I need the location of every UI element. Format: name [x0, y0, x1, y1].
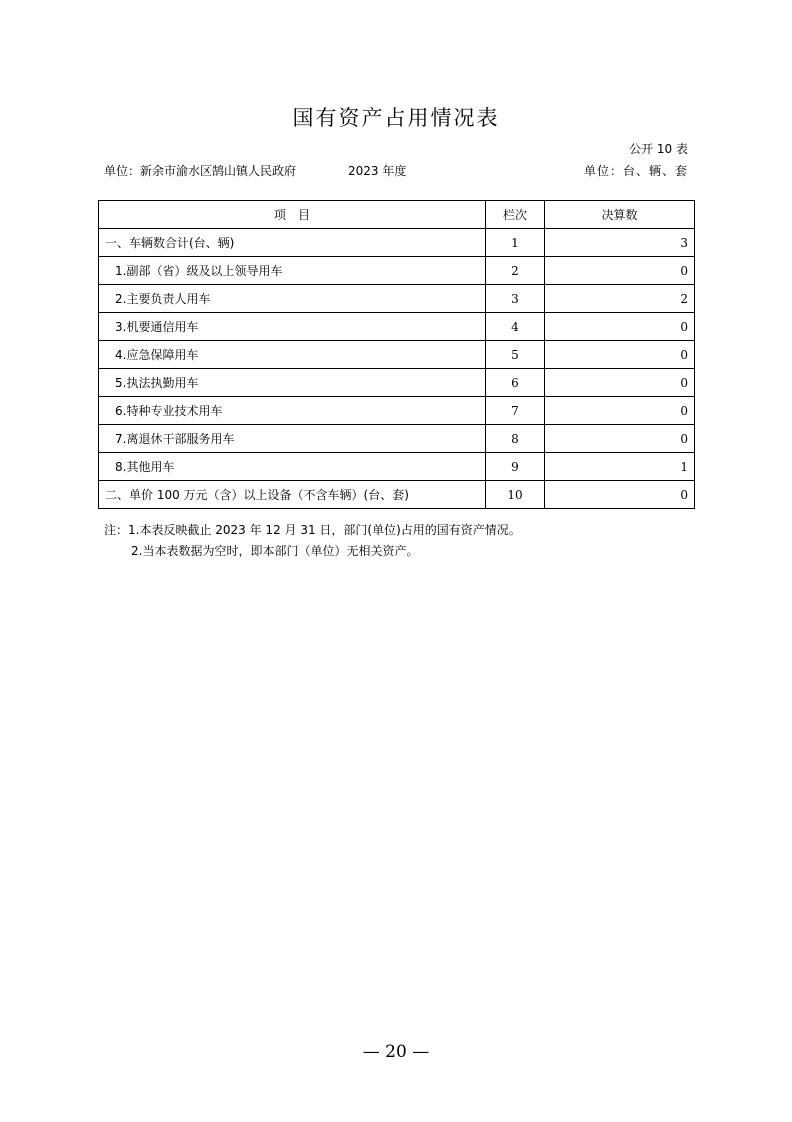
table-row — [99, 229, 695, 257]
row-line-no: 3 — [486, 285, 545, 313]
row-value: 0 — [545, 425, 695, 453]
row-item: 1.副部（省）级及以上领导用车 — [99, 257, 486, 285]
row-line-no: 5 — [486, 341, 545, 369]
fiscal-year: 2023 年度 — [348, 164, 407, 178]
row-line-no: 4 — [486, 313, 545, 341]
unit-organization: 单位：新余市渝水区鹄山镇人民政府 — [104, 164, 297, 178]
row-value: 3 — [545, 229, 695, 257]
asset-table — [98, 200, 695, 509]
row-item: 8.其他用车 — [99, 453, 486, 481]
note-2: 2.当本表数据为空时，即本部门（单位）无相关资产。 — [131, 544, 419, 558]
table-row — [99, 481, 695, 509]
table-row — [99, 369, 695, 397]
page-title: 国有资产占用情况表 — [292, 106, 500, 130]
row-item: 2.主要负责人用车 — [99, 285, 486, 313]
row-line-no: 9 — [486, 453, 545, 481]
note-1: 注：1.本表反映截止 2023 年 12 月 31 日，部门(单位)占用的国有资产情况。 — [104, 523, 521, 537]
row-line-no: 7 — [486, 397, 545, 425]
row-item: 4.应急保障用车 — [99, 341, 486, 369]
header-final-value: 决算数 — [545, 201, 695, 229]
row-value: 2 — [545, 285, 695, 313]
row-item: 6.特种专业技术用车 — [99, 397, 486, 425]
table-row — [99, 397, 695, 425]
header-line-no: 栏次 — [486, 201, 545, 229]
row-line-no: 1 — [486, 229, 545, 257]
row-line-no: 2 — [486, 257, 545, 285]
header-item: 项 目 — [99, 201, 486, 229]
row-line-no: 6 — [486, 369, 545, 397]
form-number: 公开 10 表 — [629, 142, 688, 156]
table-header-row — [99, 201, 695, 229]
table-row — [99, 425, 695, 453]
row-value: 0 — [545, 397, 695, 425]
table-row — [99, 285, 695, 313]
table-row — [99, 313, 695, 341]
table-notes — [104, 520, 521, 562]
row-value: 0 — [545, 313, 695, 341]
table-row — [99, 341, 695, 369]
row-value: 0 — [545, 257, 695, 285]
row-value: 1 — [545, 453, 695, 481]
row-item: 二、单价 100 万元（含）以上设备（不含车辆）(台、套) — [99, 481, 486, 509]
row-item: 7.离退休干部服务用车 — [99, 425, 486, 453]
table-row — [99, 453, 695, 481]
row-item: 一、车辆数合计(台、辆) — [99, 229, 486, 257]
page-number: — 20 — — [362, 1042, 430, 1062]
unit-of-measure: 单位：台、辆、套 — [583, 164, 688, 178]
row-line-no: 8 — [486, 425, 545, 453]
row-value: 0 — [545, 341, 695, 369]
table-row — [99, 257, 695, 285]
row-item: 5.执法执勤用车 — [99, 369, 486, 397]
row-value: 0 — [545, 481, 695, 509]
row-item: 3.机要通信用车 — [99, 313, 486, 341]
row-line-no: 10 — [486, 481, 545, 509]
row-value: 0 — [545, 369, 695, 397]
